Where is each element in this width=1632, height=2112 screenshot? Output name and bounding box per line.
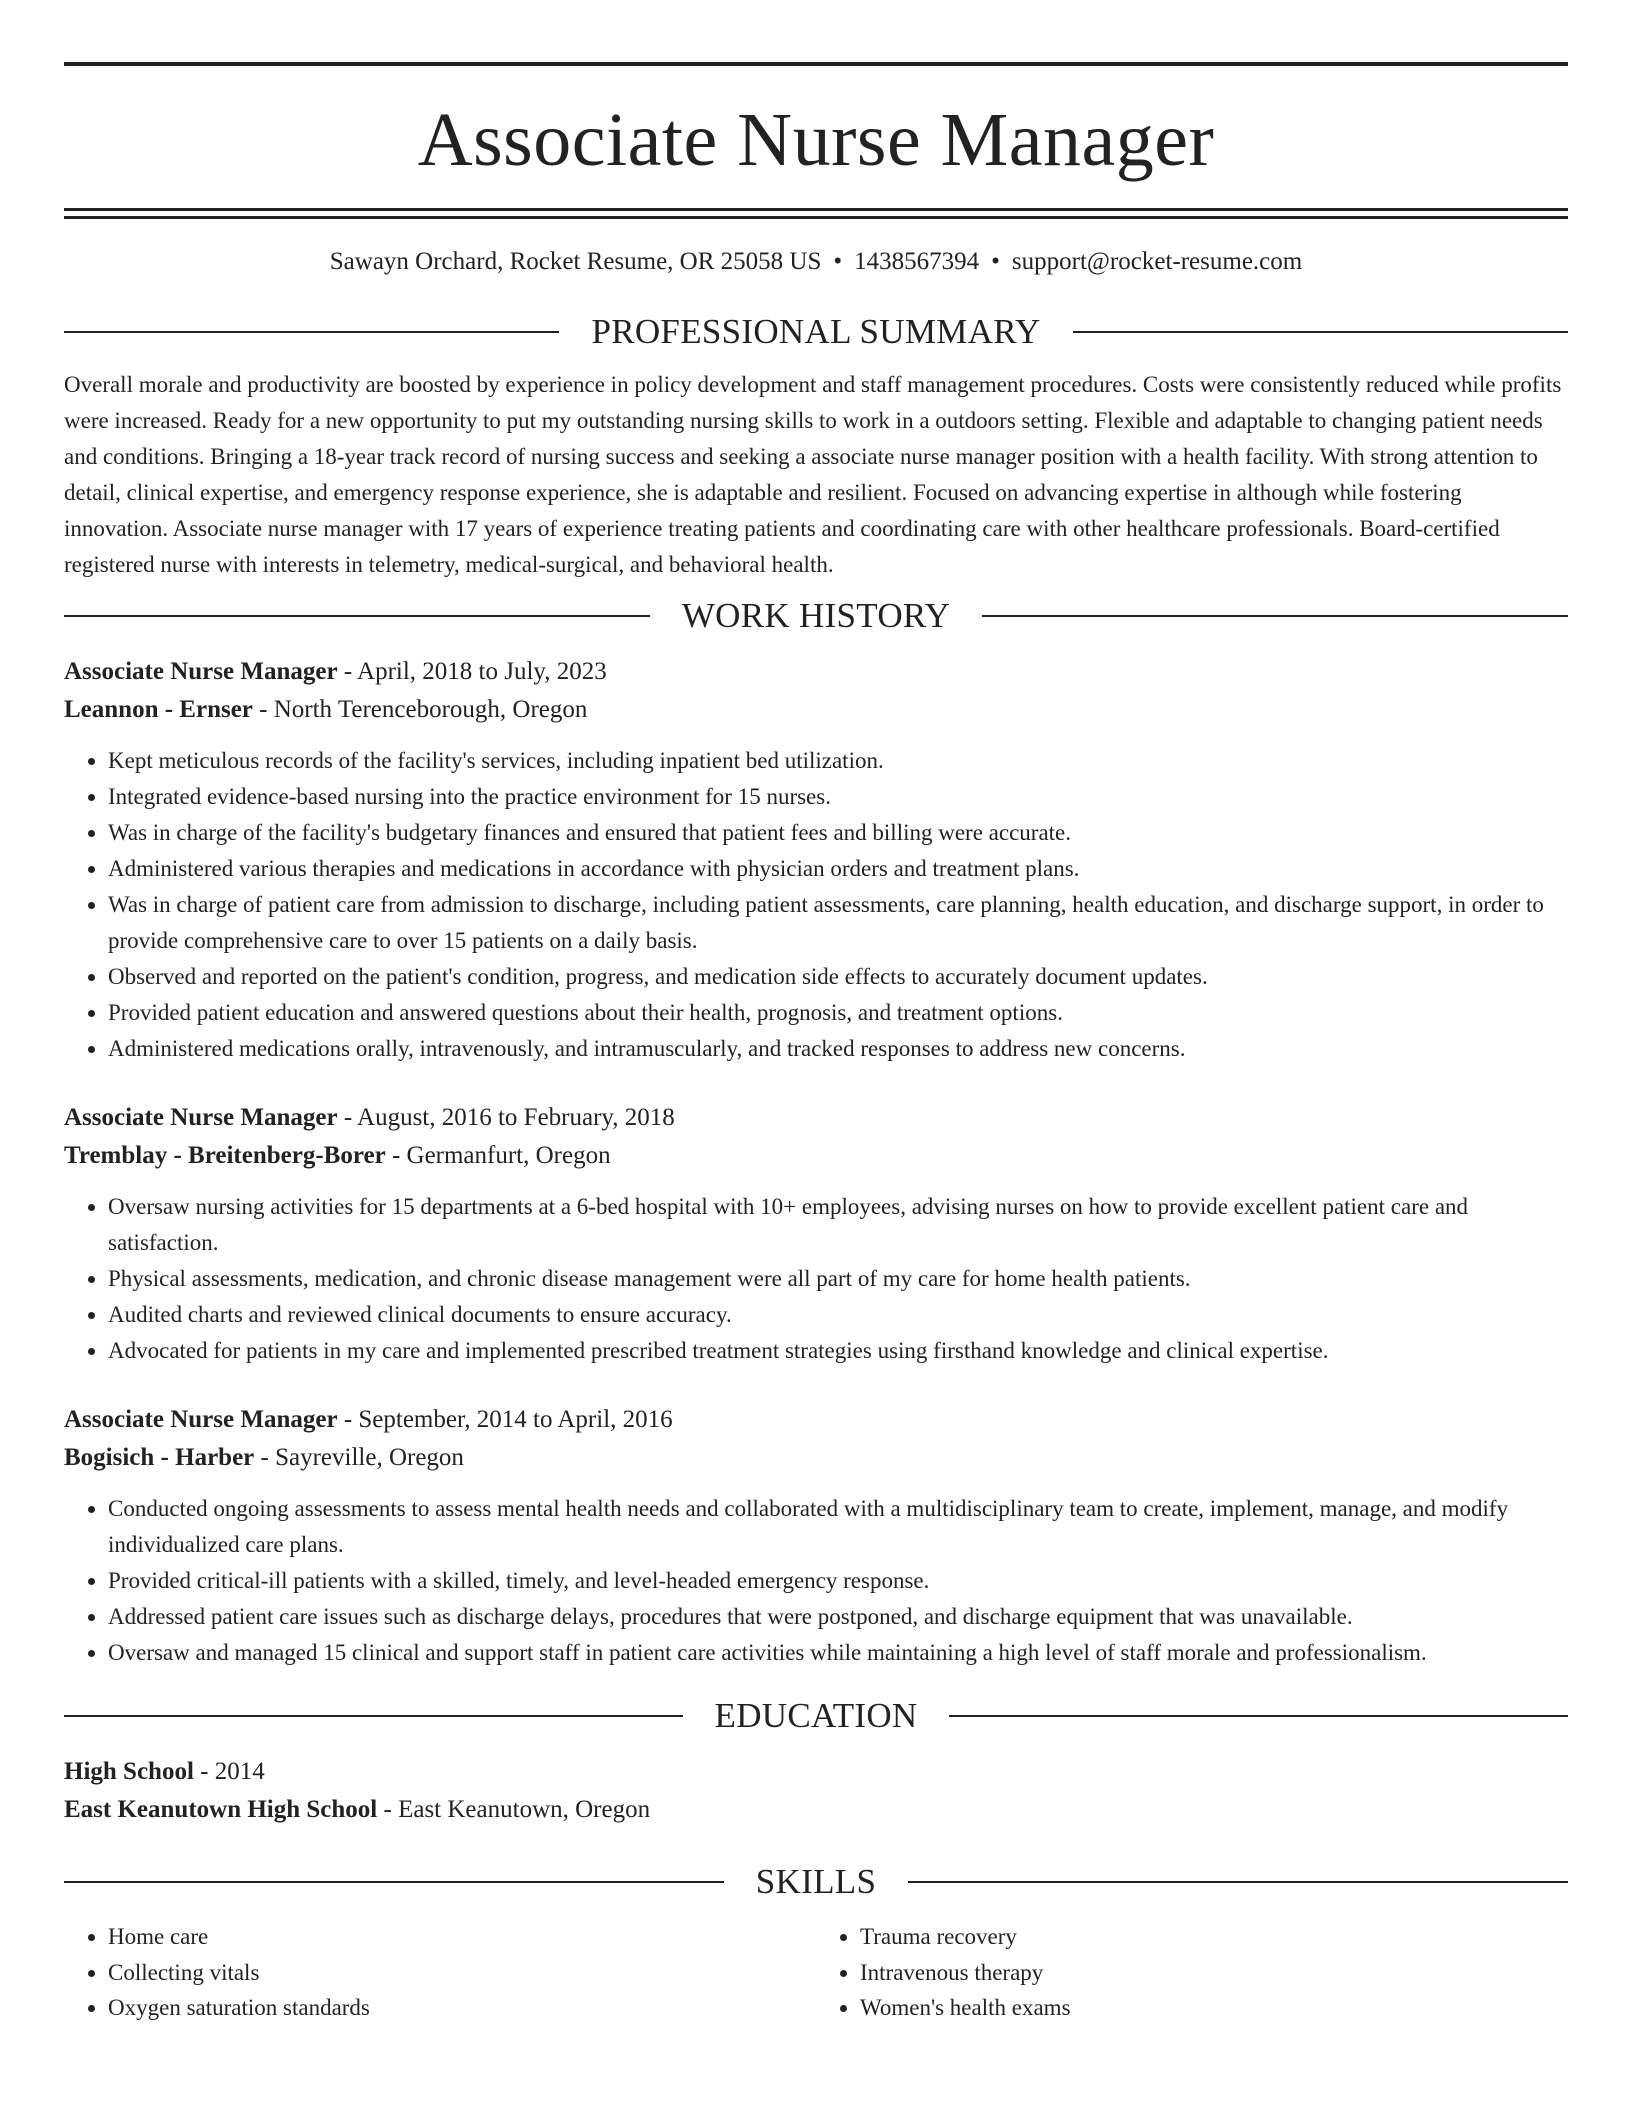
list-item: • Addressed patient care issues such as discharge delays, procedures that were postponed, and discharge equipment that was unavailable.	[108, 1599, 1568, 1635]
list-item: • Observed and reported on the patient's condition, progress, and medication side effects to accurately document updates.	[108, 959, 1568, 995]
list-item: • Trauma recovery	[860, 1919, 1568, 1955]
education-degree-line	[64, 1753, 1568, 1791]
section-title: WORK HISTORY	[681, 596, 951, 635]
job-title-line	[64, 1099, 1568, 1137]
job-bullets	[64, 1189, 1568, 1369]
list-item: • Women's health exams	[860, 1990, 1568, 2026]
job-title-line	[64, 1401, 1568, 1439]
heading-rule	[949, 1715, 1568, 1717]
education-year: - 2014	[193, 1758, 265, 1785]
list-item: • Administered various therapies and medications in accordance with physician orders and treatment plans.	[108, 851, 1568, 887]
resume-page	[64, 0, 1568, 2026]
section-heading-summary	[64, 311, 1568, 353]
list-item: • Oversaw and managed 15 clinical and support staff in patient care activities while maintaining a high level of staff morale and professionalism.	[108, 1635, 1568, 1671]
section-title: PROFESSIONAL SUMMARY	[591, 312, 1041, 351]
list-item: • Kept meticulous records of the facility's services, including inpatient bed utilization.	[108, 743, 1568, 779]
top-rule	[64, 62, 1568, 66]
contact-email: support@rocket-resume.com	[1011, 248, 1303, 275]
heading-rule	[64, 1715, 683, 1717]
contact-line	[64, 247, 1568, 277]
section-heading-work-history	[64, 595, 1568, 637]
list-item: • Intravenous therapy	[860, 1955, 1568, 1991]
list-item: • Integrated evidence-based nursing into the practice environment for 15 nurses.	[108, 779, 1568, 815]
job-location: - North Terenceborough, Oregon	[252, 696, 588, 723]
heading-rule	[982, 615, 1568, 617]
heading-rule	[908, 1881, 1568, 1883]
skills-column-left	[64, 1919, 816, 2026]
education-location: - East Keanutown, Oregon	[377, 1796, 651, 1823]
heading-rule	[64, 1881, 724, 1883]
list-item: • Collecting vitals	[108, 1955, 816, 1991]
summary-text: Overall morale and productivity are boosted by experience in policy development and staff management procedures. Costs were consistently reduced while profits were increased. Ready for a new opportunity to put my outstanding nursing skills to work in a outdoors setting. Flexible and adaptable to changing patient needs and conditions. Bringing a 18-year track record of nursing success and seeking a associate nurse manager position with a health facility. With strong attention to detail, clinical expertise, and emergency response experience, she is adaptable and resilient. Focused on advancing expertise in although while fostering innovation. Associate nurse manager with 17 years of experience treating patients and coordinating care with other healthcare professionals. Board-certified registered nurse with interests in telemetry, medical-surgical, and behavioral health.	[64, 372, 1562, 577]
job-entry	[64, 1099, 1568, 1369]
list-item: • Conducted ongoing assessments to assess mental health needs and collaborated with a multidisciplinary team to create, implement, manage, and modify individualized care plans.	[108, 1491, 1568, 1563]
list-item: • Was in charge of the facility's budgetary finances and ensured that patient fees and billing were accurate.	[108, 815, 1568, 851]
job-entry	[64, 653, 1568, 1067]
list-item: • Physical assessments, medication, and chronic disease management were all part of my care for home health patients.	[108, 1261, 1568, 1297]
list-item: • Advocated for patients in my care and implemented prescribed treatment strategies using firsthand knowledge and clinical expertise.	[108, 1333, 1568, 1369]
contact-separator: •	[833, 248, 843, 275]
job-company: Tremblay - Breitenberg-Borer	[64, 1142, 386, 1169]
section-title: EDUCATION	[714, 1696, 918, 1735]
job-dates: - September, 2014 to April, 2016	[337, 1406, 673, 1433]
job-entry	[64, 1401, 1568, 1671]
contact-separator: •	[991, 248, 1000, 275]
section-heading-skills	[64, 1861, 1568, 1903]
job-company-line	[64, 1439, 1568, 1477]
title-double-rule	[64, 208, 1568, 219]
job-title-line	[64, 653, 1568, 691]
job-bullets	[64, 743, 1568, 1067]
list-item: • Provided critical-ill patients with a skilled, timely, and level-headed emergency response.	[108, 1563, 1568, 1599]
job-location: - Germanfurt, Oregon	[385, 1142, 611, 1169]
education-degree: High School	[64, 1758, 194, 1785]
skills-list	[64, 1919, 1568, 2026]
education-school-line	[64, 1791, 1568, 1829]
heading-rule	[64, 331, 559, 333]
job-company: Bogisich - Harber	[64, 1444, 255, 1471]
job-title: Associate Nurse Manager	[64, 658, 338, 685]
contact-address: Sawayn Orchard, Rocket Resume, OR 25058 US	[329, 248, 822, 275]
contact-phone: 1438567394	[854, 248, 980, 275]
job-title: Associate Nurse Manager	[64, 1406, 338, 1433]
resume-title: Associate Nurse Manager	[417, 98, 1215, 182]
section-heading-education	[64, 1695, 1568, 1737]
list-item: • Was in charge of patient care from admission to discharge, including patient assessments, care planning, health education, and discharge support, in order to provide comprehensive care to over 15 patients on a daily basis.	[108, 887, 1568, 959]
job-location: - Sayreville, Oregon	[254, 1444, 464, 1471]
heading-rule	[64, 615, 650, 617]
job-company: Leannon - Ernser	[64, 696, 253, 723]
list-item: • Oxygen saturation standards	[108, 1990, 816, 2026]
job-dates: - April, 2018 to July, 2023	[337, 658, 607, 685]
job-company-line	[64, 691, 1568, 729]
list-item: • Audited charts and reviewed clinical documents to ensure accuracy.	[108, 1297, 1568, 1333]
list-item: • Oversaw nursing activities for 15 departments at a 6-bed hospital with 10+ employees, advising nurses on how to provide excellent patient care and satisfaction.	[108, 1189, 1568, 1261]
list-item: • Provided patient education and answered questions about their health, prognosis, and treatment options.	[108, 995, 1568, 1031]
education-entry	[64, 1753, 1568, 1829]
education-school: East Keanutown High School	[64, 1796, 378, 1823]
job-bullets	[64, 1491, 1568, 1671]
skills-column-right	[816, 1919, 1568, 2026]
job-company-line	[64, 1137, 1568, 1175]
job-title: Associate Nurse Manager	[64, 1104, 338, 1131]
list-item: • Home care	[108, 1919, 816, 1955]
job-dates: - August, 2016 to February, 2018	[337, 1104, 675, 1131]
section-title: SKILLS	[755, 1862, 877, 1901]
list-item: • Administered medications orally, intravenously, and intramuscularly, and tracked responses to address new concerns.	[108, 1031, 1568, 1067]
heading-rule	[1073, 331, 1568, 333]
